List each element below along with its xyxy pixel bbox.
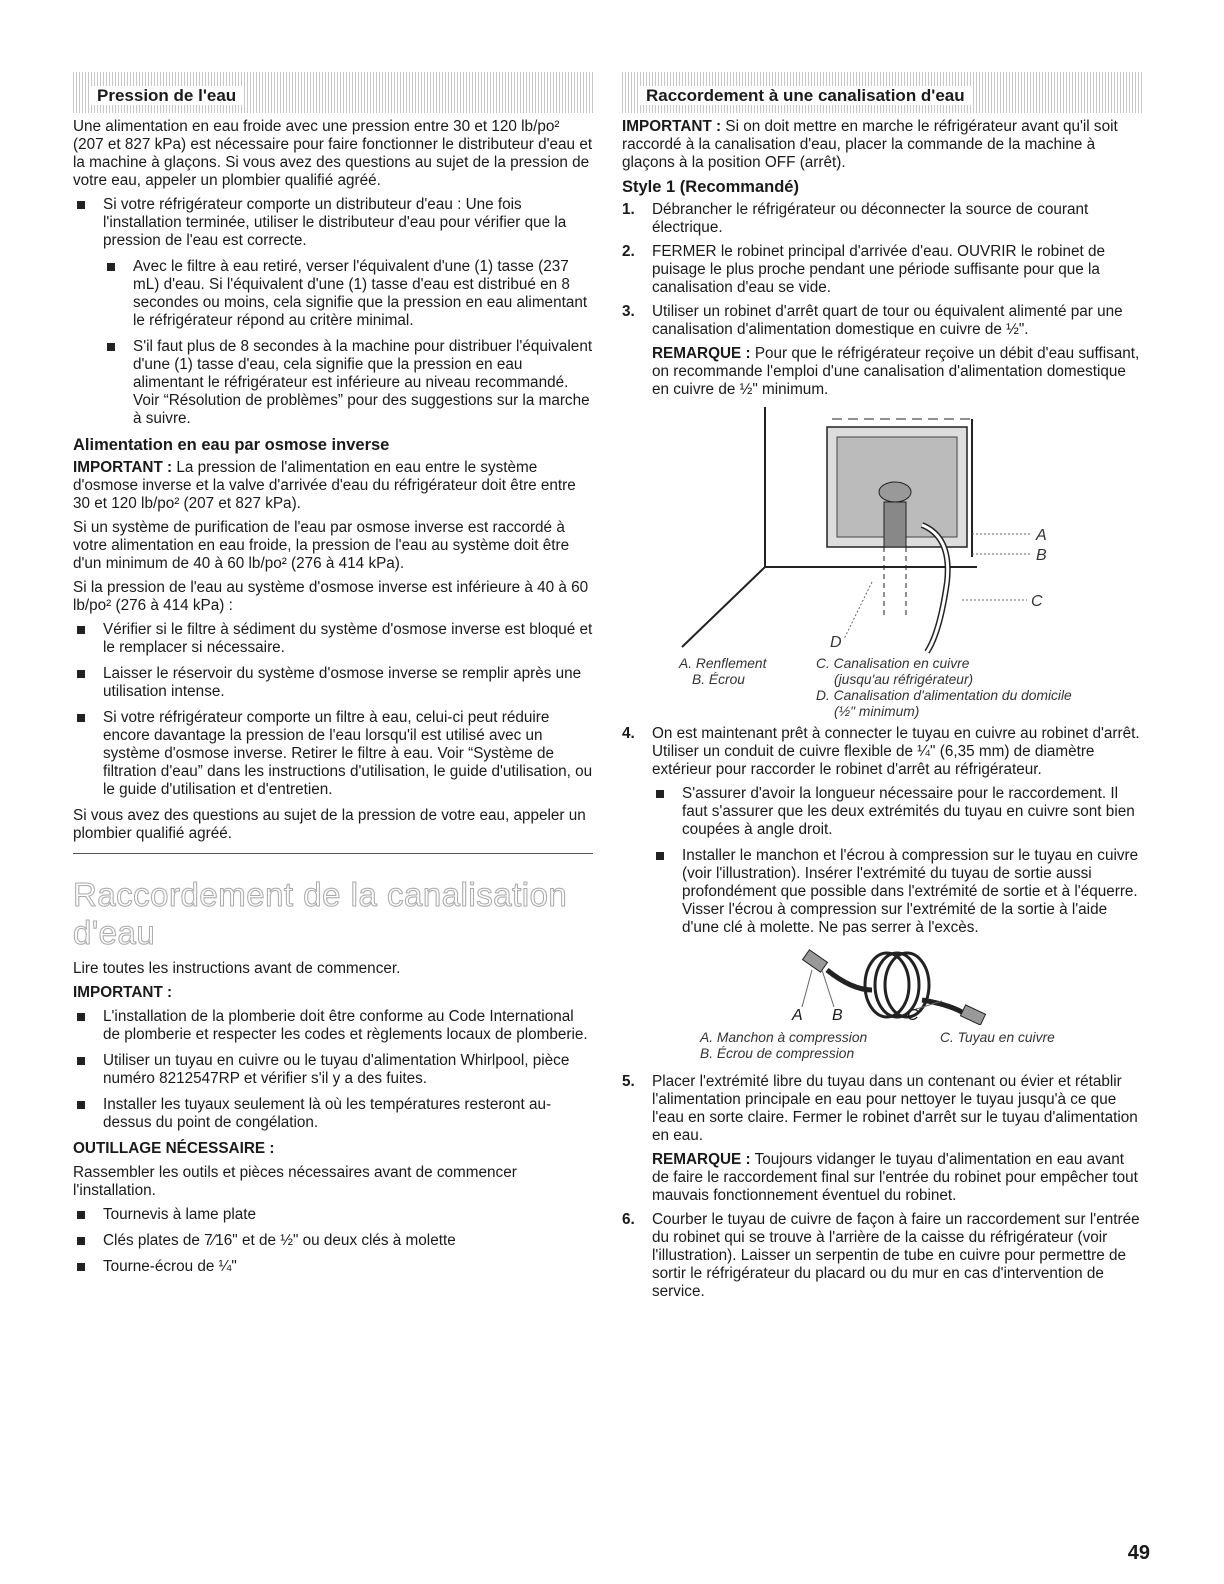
valve-caption-d-detail: (½" minimum) — [834, 704, 920, 719]
osmosis-bullet-1: Vérifier si le filtre à sédiment du système d'osmose inverse est bloqué et le remplacer si nécessaire. — [73, 621, 593, 657]
connection-intro: Lire toutes les instructions avant de commencer. — [73, 960, 401, 977]
pressure-intro: Une alimentation en eau froide avec une pression entre 30 et 120 lb/po² (207 et 827 kPa) est nécessaire pour faire fonctionner le distributeur d'eau et la machine à glaçons. Si vous avez des questions au sujet de la pression de votre eau, appeler un plombier qualifié agréé. — [73, 118, 593, 189]
valve-label-d: D — [830, 634, 842, 651]
coil-caption-c: C. Tuyau en cuivre — [940, 1030, 1055, 1045]
step-4-bullet-2: Installer le manchon et l'écrou à compression sur le tuyau en cuivre (voir l'illustration). Insérer l'extrémité du tuyau de sortie aussi profondément que possible dans l'extrémité de sortie et à l'équerre. Visser l'écrou à compression sur l'extrémité de la sortie à l'aide d'une clé à molette. Ne pas serrer à l'excès. — [622, 847, 1142, 937]
osmosis-bullet-3: Si votre réfrigérateur comporte un filtre à eau, celui-ci peut réduire encore davantage la pression de l'eau lorsqu'il est utilisé avec un système d'osmose inverse. Retirer le filtre à eau. Voir “Système de filtration d'eau” dans les instructions d'utilisation, le guide d'utilisation, ou le guide d'utilisation et d'entretien. — [73, 709, 593, 799]
step-5: 5. Placer l'extrémité libre du tuyau dans un contenant ou évier et rétablir l'alimentation principale en eau pour nettoyer le tuyau jusqu'à ce que l'eau en sorte claire. Fermer le robinet d'arrêt sur le tuyau d'alimentation en eau. — [622, 1073, 1138, 1144]
valve-caption-c: C. Canalisation en cuivre — [816, 656, 970, 671]
valve-caption-a: A. Renflement — [679, 656, 767, 671]
valve-caption-c-detail: (jusqu'au réfrigérateur) — [834, 672, 974, 687]
remark-2: REMARQUE : Toujours vidanger le tuyau d'alimentation en eau avant de faire le raccordement final sur l'entrée du robinet pour empêcher tout mauvais fonctionnement éventuel du robinet. — [652, 1151, 1138, 1204]
connection-title: Raccordement de la canalisation d'eau — [73, 876, 568, 951]
osmosis-heading: Alimentation en eau par osmose inverse — [73, 436, 390, 454]
right-column — [622, 72, 1142, 1307]
style-heading: Style 1 (Recommandé) — [622, 178, 799, 196]
pressure-bullet-1: Si votre réfrigérateur comporte un distributeur d'eau : Une fois l'installation terminée, utiliser le distributeur d'eau pour vérifier que la pression de l'eau est correcte. — [73, 196, 593, 250]
valve-label-a: A — [1036, 527, 1047, 544]
tools-intro: Rassembler les outils et pièces nécessaires avant de commencer l'installation. — [73, 1164, 517, 1199]
connection-bullet-3: Installer les tuyaux seulement là où les températures resteront au-dessus du point de congélation. — [73, 1096, 593, 1132]
osmosis-paragraph-1: Si un système de purification de l'eau par osmose inverse est raccordé à votre alimentation en eau froide, la pression de l'eau au système doit être d'un minimum de 40 à 60 lb/po² (276 à 414 kPa). — [73, 519, 570, 572]
coil-label-b: B — [832, 1007, 843, 1024]
connection-important-label: IMPORTANT : — [73, 984, 173, 1001]
valve-label-b: B — [1036, 547, 1047, 564]
coil-label-a: A — [792, 1007, 803, 1024]
coil-figure — [622, 945, 1142, 1063]
coil-caption-a: A. Manchon à compression — [700, 1030, 868, 1045]
osmosis-important: IMPORTANT : La pression de l'alimentation en eau entre le système d'osmose inverse et la valve d'arrivée d'eau du réfrigérateur doit être entre 30 et 120 lb/po² (207 et 827 kPa). — [73, 459, 576, 512]
osmosis-paragraph-3: Si vous avez des questions au sujet de la pression de votre eau, appeler un plombier qualifié agréé. — [73, 807, 586, 842]
coil-label-c: C — [907, 1007, 919, 1024]
valve-figure — [622, 407, 1142, 717]
connection-bullet-2: Utiliser un tuyau en cuivre ou le tuyau d'alimentation Whirlpool, pièce numéro 8212547RP et vérifier s'il y a des fuites. — [73, 1052, 593, 1088]
valve-label-c: C — [1031, 593, 1043, 610]
remark-1: REMARQUE : Pour que le réfrigérateur reçoive un débit d'eau suffisant, on recommande l'emploi d'une canalisation d'alimentation domestique en cuivre de ½" minimum. — [652, 345, 1140, 398]
tool-item-3: Tourne-écrou de ¼" — [73, 1258, 593, 1276]
pressure-subbullet-1: Avec le filtre à eau retiré, verser l'équivalent d'une (1) tasse (237 mL) d'eau. Si l'équivalent d'une (1) tasse d'eau est distribué en 8 secondes ou moins, cela signifie que la pression en eau alimentant le réfrigérateur répond au critère minimal. — [73, 258, 593, 330]
step-4: 4. On est maintenant prêt à connecter le tuyau en cuivre au robinet d'arrêt. Utiliser un conduit de cuivre flexible de ¼" (6,35 mm) de diamètre extérieur pour raccorder le robinet d'arrêt au réfrigérateur. — [622, 725, 1140, 778]
left-column — [73, 72, 593, 1284]
tool-item-2: Clés plates de 7⁄16" et de ½" ou deux clés à molette — [73, 1232, 593, 1250]
pressure-subbullet-2: S'il faut plus de 8 secondes à la machine pour distribuer l'équivalent d'une (1) tasse d'eau, cela signifie que la pression en eau alimentant le réfrigérateur est inférieure au niveau recommandé. Voir “Résolution de problèmes” pour des suggestions sur la marche à suivre. — [73, 338, 593, 428]
section-divider — [73, 853, 593, 854]
connection-bullet-1: L'installation de la plomberie doit être conforme au Code International de plomberie et respecter les codes et règlements locaux de plomberie. — [73, 1008, 593, 1044]
valve-caption-b: B. Écrou — [692, 672, 745, 687]
section-heading-pressure: Pression de l'eau — [73, 72, 593, 110]
step-6: 6. Courber le tuyau de cuivre de façon à faire un raccordement sur l'entrée du robinet qui se trouve à l'arrière de la caisse du réfrigérateur (voir l'illustration). Laisser un serpentin de tube en cuivre pour permettre de sortir le réfrigérateur du placard ou du mur en cas d'intervention de service. — [622, 1211, 1140, 1300]
page-number: 49 — [1127, 1542, 1150, 1564]
valve-caption-d: D. Canalisation d'alimentation du domicile — [816, 688, 1072, 703]
step-4-bullet-1: S'assurer d'avoir la longueur nécessaire pour le raccordement. Il faut s'assurer que les deux extrémités du tuyau en cuivre sont bien coupées à angle droit. — [622, 785, 1142, 839]
valve-illustration — [622, 407, 1142, 657]
osmosis-paragraph-2: Si la pression de l'eau au système d'osmose inverse est inférieure à 40 à 60 lb/po² (276 à 414 kPa) : — [73, 579, 589, 614]
step-1: 1. Débrancher le réfrigérateur ou déconnecter la source de courant électrique. — [622, 201, 1089, 236]
tools-heading: OUTILLAGE NÉCESSAIRE : — [73, 1140, 275, 1157]
tool-item-1: Tournevis à lame plate — [73, 1206, 593, 1224]
osmosis-bullet-2: Laisser le réservoir du système d'osmose inverse se remplir après une utilisation intense. — [73, 665, 593, 701]
coil-illustration — [622, 945, 1142, 1025]
section-heading-water-line: Raccordement à une canalisation d'eau — [622, 72, 1142, 110]
water-line-important: IMPORTANT : Si on doit mettre en marche le réfrigérateur avant qu'il soit raccordé à la canalisation d'eau, placer la commande de la machine à glaçons à la position OFF (arrêt). — [622, 118, 1118, 171]
coil-caption-b: B. Écrou de compression — [700, 1046, 855, 1061]
step-2: 2. FERMER le robinet principal d'arrivée d'eau. OUVRIR le robinet de puisage le plus proche pendant une période suffisante pour que la canalisation d'eau se vide. — [622, 243, 1106, 296]
step-3: 3. Utiliser un robinet d'arrêt quart de tour ou équivalent alimenté par une canalisation d'alimentation domestique en cuivre de ½". — [622, 303, 1123, 338]
